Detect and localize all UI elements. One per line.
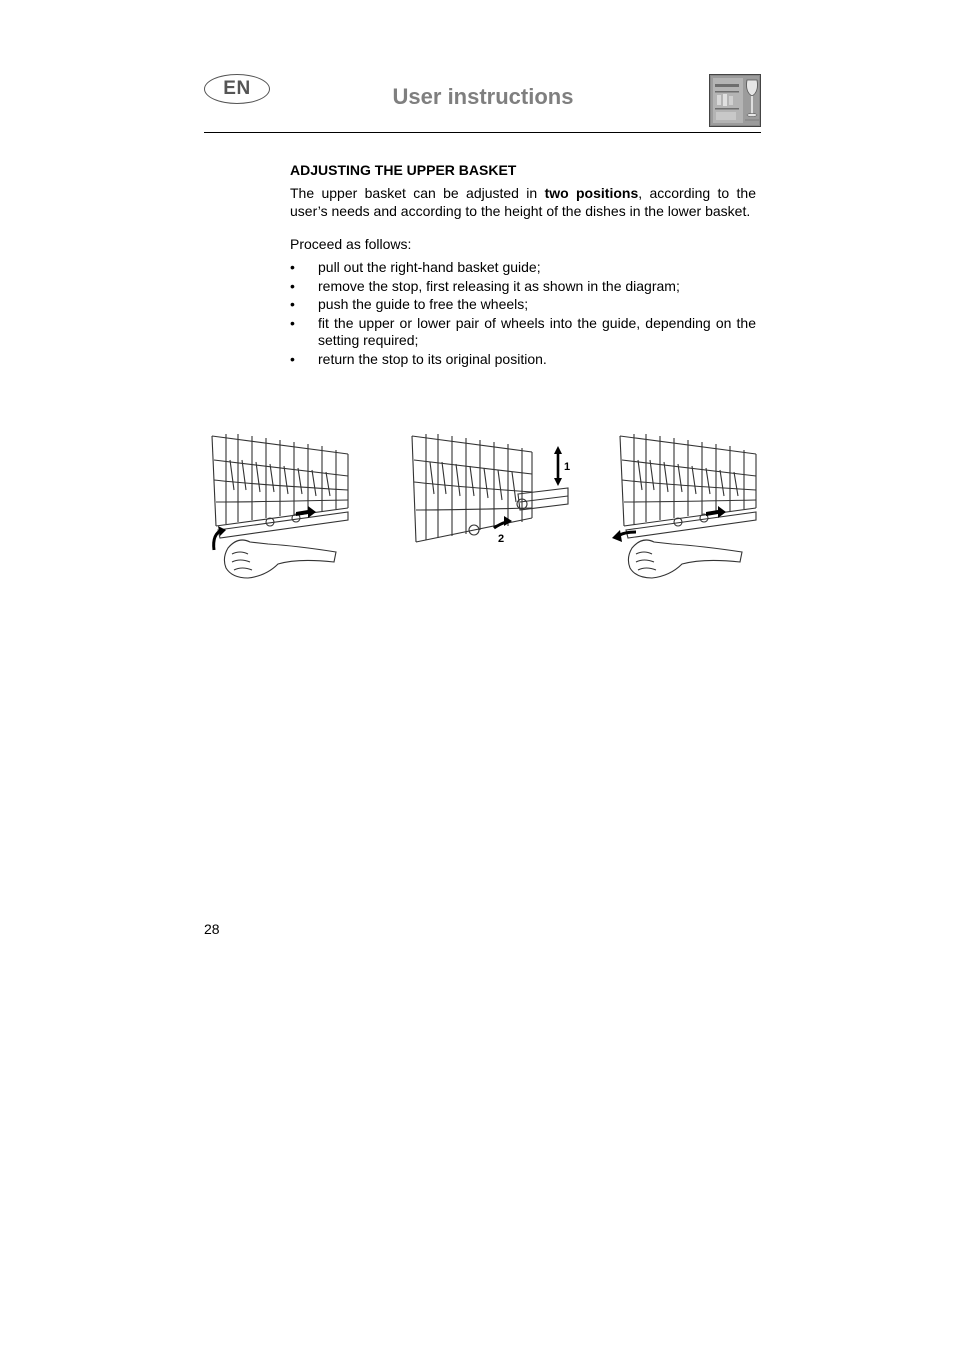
bullet: • (290, 350, 295, 367)
page-number: 28 (204, 921, 220, 937)
list-item (290, 296, 756, 313)
basket-release-stop-illustration (208, 430, 352, 585)
intro-text-part2: , according to the user’s needs and according to the height of the dishes in the lower basket. (290, 185, 756, 219)
basket-wheel-adjust-illustration (408, 430, 576, 550)
list-item (290, 351, 756, 368)
bullet: • (290, 296, 295, 313)
bullet: • (290, 277, 295, 294)
page-title: User instructions (392, 84, 574, 109)
basket-return-stop-illustration (610, 430, 758, 585)
step-text: push the guide to free the wheels; (318, 296, 529, 313)
language-badge: EN (204, 74, 270, 104)
bullet: • (290, 314, 295, 331)
list-item (290, 259, 756, 276)
list-item (290, 278, 756, 295)
intro-paragraph (290, 185, 756, 220)
section-heading: ADJUSTING THE UPPER BASKET (290, 162, 517, 178)
header-divider (204, 132, 761, 133)
figure-label-2: 2 (498, 533, 505, 545)
step-text: return the stop to its original position. (318, 350, 547, 367)
step-text: pull out the right-hand basket guide; (318, 259, 541, 276)
section-content (290, 162, 756, 369)
steps-list (290, 259, 756, 368)
dishwasher-photo-icon (709, 74, 761, 127)
proceed-text: Proceed as follows: (290, 235, 412, 252)
bullet: • (290, 259, 295, 276)
figure-label-1: 1 (564, 461, 571, 473)
list-item (290, 315, 756, 350)
step-text: fit the upper or lower pair of wheels into the guide, depending on the setting required; (318, 314, 756, 349)
step-text: remove the stop, first releasing it as shown in the diagram; (318, 277, 680, 294)
intro-text-part1: The upper basket can be adjusted in (290, 185, 545, 202)
intro-bold-text: two positions (544, 185, 639, 202)
